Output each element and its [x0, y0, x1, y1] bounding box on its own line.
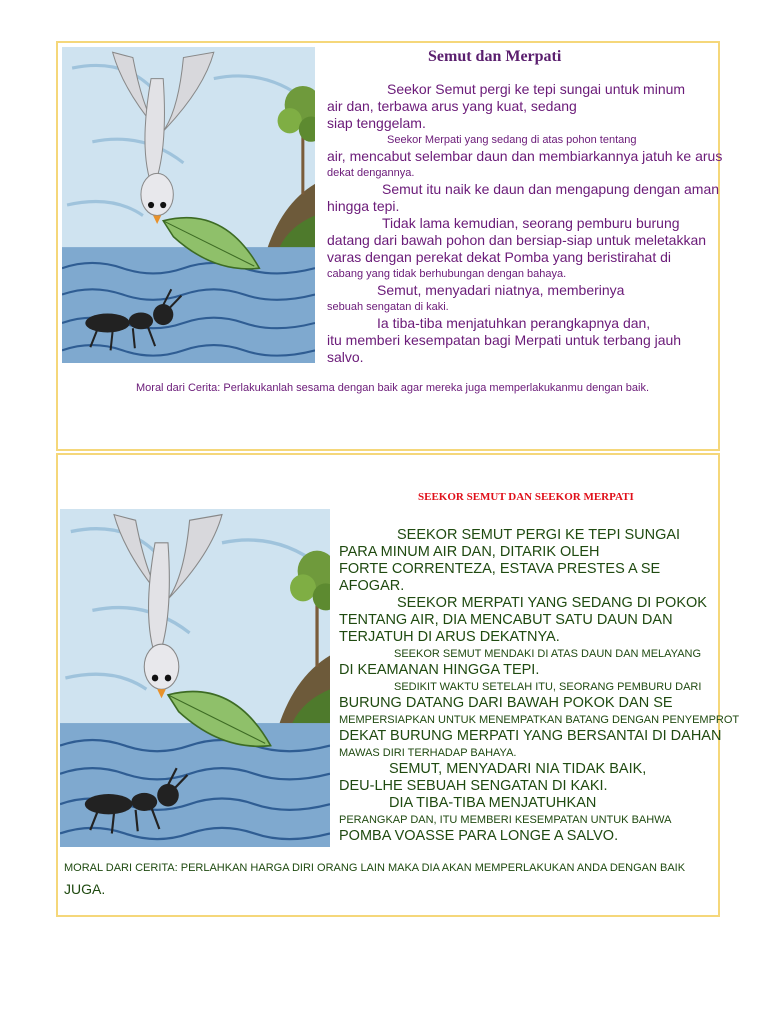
story-line: PARA MINUM AIR DAN, DITARIK OLEH — [339, 544, 600, 560]
story-body — [327, 81, 747, 366]
story-line: DIA TIBA-TIBA MENJATUHKAN — [389, 795, 597, 811]
story-card-2 — [56, 453, 740, 917]
story-line: air dan, terbawa arus yang kuat, sedang — [327, 98, 577, 114]
story-line: BURUNG DATANG DARI BAWAH POKOK DAN SE — [339, 695, 673, 711]
story-line: SEEKOR MERPATI YANG SEDANG DI POKOK — [397, 595, 707, 611]
story-line: itu memberi kesempatan bagi Merpati untuk terbang jauh — [327, 332, 682, 348]
story-line: SEEKOR SEMUT MENDAKI DI ATAS DAUN DAN MELAYANG — [394, 648, 702, 660]
story-card-1 — [56, 41, 723, 451]
story-line: Semut itu naik ke daun dan mengapung dengan aman — [382, 181, 720, 197]
story-line: MAWAS DIRI TERHADAP BAHAYA. — [339, 747, 517, 759]
story-line: TENTANG AIR, DIA MENCABUT SATU DAUN DAN — [339, 612, 673, 628]
story-line: SEMUT, MENYADARI NIA TIDAK BAIK, — [389, 761, 647, 777]
story-line: Tidak lama kemudian, seorang pemburu burung — [382, 215, 680, 231]
story-line: datang dari bawah pohon dan bersiap-siap untuk meletakkan — [327, 232, 707, 248]
dove-and-ant-illustration — [60, 509, 330, 847]
story-line: MEMPERSIAPKAN UNTUK MENEMPATKAN BATANG DENGAN PENYEMPROT — [339, 714, 740, 726]
story-line: Ia tiba-tiba menjatuhkan perangkapnya dan, — [377, 315, 651, 331]
story-line: POMBA VOASSE PARA LONGE A SALVO. — [339, 828, 619, 844]
story-line: air, mencabut selembar daun dan membiarkannya jatuh ke arus — [327, 148, 723, 164]
story-moral-continued: JUGA. — [64, 881, 106, 897]
story-line: DI KEAMANAN HINGGA TEPI. — [339, 662, 540, 678]
story-line: AFOGAR. — [339, 578, 405, 594]
story-body — [339, 527, 739, 845]
story-line: Seekor Semut pergi ke tepi sungai untuk minum — [387, 81, 686, 97]
story-line: SEEKOR SEMUT PERGI KE TEPI SUNGAI — [397, 527, 681, 543]
story-moral: Moral dari Cerita: Perlakukanlah sesama dengan baik agar mereka juga memperlakukanmu dengan baik. — [136, 382, 650, 394]
story-line: dekat dengannya. — [327, 167, 415, 179]
story-title: SEEKOR SEMUT DAN SEEKOR MERPATI — [418, 491, 634, 503]
story-line: DEU-LHE SEBUAH SENGATAN DI KAKI. — [339, 778, 608, 794]
story-line: siap tenggelam. — [327, 115, 426, 131]
story-line: DEKAT BURUNG MERPATI YANG BERSANTAI DI DAHAN — [339, 728, 722, 744]
story-moral: MORAL DARI CERITA: PERLAHKAN HARGA DIRI ORANG LAIN MAKA DIA AKAN MEMPERLAKUKAN ANDA DENGAN BAIK — [64, 862, 686, 874]
story-line: FORTE CORRENTEZA, ESTAVA PRESTES A SE — [339, 561, 661, 577]
story-title: Semut dan Merpati — [428, 48, 562, 65]
story-line: sebuah sengatan di kaki. — [327, 301, 449, 313]
story-line: salvo. — [327, 349, 364, 365]
story-line: varas dengan perekat dekat Pomba yang beristirahat di — [327, 249, 671, 265]
story-line: cabang yang tidak berhubungan dengan bahaya. — [327, 268, 567, 280]
dove-and-ant-illustration — [62, 47, 315, 363]
story-line: Semut, menyadari niatnya, memberinya — [377, 282, 625, 298]
story-line: Seekor Merpati yang sedang di atas pohon tentang — [387, 134, 637, 146]
story-line: TERJATUH DI ARUS DEKATNYA. — [339, 629, 560, 645]
story-line: SEDIKIT WAKTU SETELAH ITU, SEORANG PEMBURU DARI — [394, 681, 702, 693]
story-line: hingga tepi. — [327, 198, 400, 214]
story-line: PERANGKAP DAN, ITU MEMBERI KESEMPATAN UNTUK BAHWA — [339, 814, 672, 826]
